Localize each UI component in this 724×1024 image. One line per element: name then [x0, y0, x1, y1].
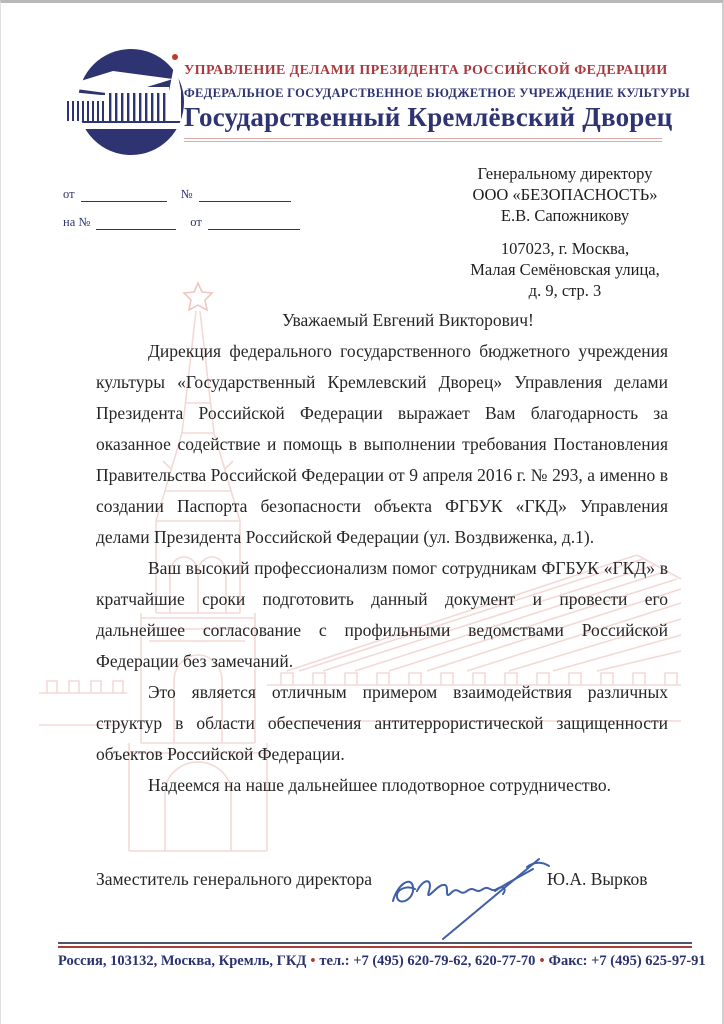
paragraph-1: Дирекция федерального государственного бюджетного учреждения культуры «Государственный Кремлевский Дворец» Управления делами Президента Российской Федерации выражает Вам благодарность за оказанное содействие и помощь в выполнении требования Постановления Правительства Российской Федерации от 9 апреля 2016 г. № 293, а именно в создании Паспорта безопасности объекта ФГБУК «ГКД» Управления делами Президента Российской Федерации (ул. Воздвиженка, д.1).	[96, 341, 668, 547]
footer-rule	[58, 942, 692, 948]
letterhead-orgtype-line: ФЕДЕРАЛЬНОЕ ГОСУДАРСТВЕННОЕ БЮДЖЕТНОЕ УЧРЕЖДЕНИЕ КУЛЬТУРЫ	[184, 86, 690, 100]
ref-number-blank-line	[199, 189, 291, 202]
ref-from-label: от	[63, 187, 75, 201]
footer-phone: тел.: +7 (495) 620-79-62, 620-77-70	[319, 953, 536, 969]
signer-position: Заместитель генерального директора	[96, 869, 373, 889]
signer-name: Ю.А. Вырков	[547, 869, 648, 889]
reference-row-outgoing	[63, 187, 323, 202]
recipient-street: Малая Семёновская улица,	[470, 260, 660, 279]
recipient-position: Генеральному директору	[477, 164, 653, 183]
footer-fax: Факс: +7 (495) 625-97-91	[548, 953, 706, 969]
gkd-palace-logo-icon	[59, 45, 193, 159]
recipient-building: д. 9, стр. 3	[528, 281, 602, 300]
letterhead-rule	[184, 138, 662, 142]
footer-bullet-icon: •	[539, 953, 545, 969]
ref-on-number-blank-line	[96, 217, 176, 230]
ref-date-blank-line	[81, 189, 167, 202]
salutation: Уважаемый Евгений Викторович!	[282, 310, 534, 330]
letterhead-dept-line: УПРАВЛЕНИЕ ДЕЛАМИ ПРЕЗИДЕНТА РОССИЙСКОЙ ФЕДЕРАЦИИ	[184, 63, 668, 78]
footer-bullet-icon: •	[310, 953, 316, 969]
ref-from-label-2: от	[190, 215, 202, 229]
signature-autograph-icon	[387, 839, 565, 947]
paragraph-4: Надеемся на наше дальнейшее плодотворное сотрудничество.	[148, 775, 611, 795]
paragraph-2: Ваш высокий профессионализм помог сотрудникам ФГБУК «ГКД» в кратчайшие сроки подготовить данный документ и провести его дальнейшее согласование с профильными ведомствами Российской Федерации без замечаний.	[96, 558, 668, 671]
ref-on-number-label: на №	[63, 215, 91, 229]
letterhead	[184, 63, 690, 142]
letter-body	[96, 305, 668, 801]
reference-row-incoming	[63, 215, 323, 230]
ref-on-date-blank-line	[208, 217, 300, 230]
recipient-company: ООО «БЕЗОПАСНОСТЬ»	[472, 185, 658, 204]
reference-block	[63, 187, 323, 243]
recipient-postcode-city: 107023, г. Москва,	[500, 239, 630, 258]
ref-number-label: №	[180, 187, 193, 201]
footer-address: Россия, 103132, Москва, Кремль, ГКД	[58, 953, 307, 969]
paragraph-3: Это является отличным примером взаимодействия различных структур в области обеспечения антитеррористической защищенности объектов Российской Федерации.	[96, 682, 668, 764]
letterhead-org-name: Государственный Кремлёвский Дворец	[184, 102, 673, 132]
recipient-person: Е.В. Сапожникову	[500, 206, 630, 225]
footer-contacts	[58, 953, 708, 970]
